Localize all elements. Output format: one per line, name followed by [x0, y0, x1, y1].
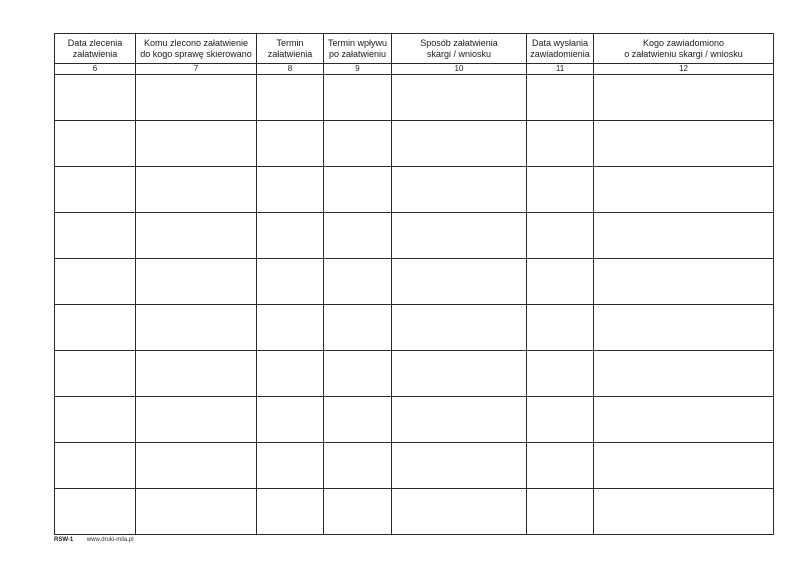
table-cell[interactable] [527, 305, 594, 351]
table-cell[interactable] [594, 397, 774, 443]
column-number: 10 [392, 64, 527, 75]
column-number-row [55, 64, 774, 75]
table-cell[interactable] [392, 213, 527, 259]
column-header-assigned-to: Komu zlecono załatwienie do kogo sprawę skierowano [136, 34, 257, 64]
table-cell[interactable] [55, 75, 136, 121]
table-cell[interactable] [257, 213, 324, 259]
column-header-resolution-method: Sposób załatwienia skargi / wniosku [392, 34, 527, 64]
table-cell[interactable] [392, 121, 527, 167]
table-cell[interactable] [257, 397, 324, 443]
table-cell[interactable] [257, 167, 324, 213]
table-cell[interactable] [594, 489, 774, 535]
column-header-notification-date: Data wysłania zawiadomienia [527, 34, 594, 64]
table-cell[interactable] [136, 259, 257, 305]
table-cell[interactable] [55, 489, 136, 535]
table-cell[interactable] [257, 489, 324, 535]
table-row [55, 167, 774, 213]
table-cell[interactable] [594, 121, 774, 167]
table-cell[interactable] [136, 121, 257, 167]
table-cell[interactable] [594, 351, 774, 397]
table-cell[interactable] [257, 75, 324, 121]
table-cell[interactable] [136, 75, 257, 121]
header-row [55, 34, 774, 64]
page-footer [54, 537, 134, 544]
table-cell[interactable] [136, 167, 257, 213]
table-cell[interactable] [594, 305, 774, 351]
table-cell[interactable] [392, 259, 527, 305]
column-header-date-ordered: Data zlecenia załatwienia [55, 34, 136, 64]
table-row [55, 75, 774, 121]
table-cell[interactable] [257, 305, 324, 351]
table-cell[interactable] [594, 75, 774, 121]
table-cell[interactable] [55, 351, 136, 397]
table-cell[interactable] [136, 305, 257, 351]
table-cell[interactable] [257, 443, 324, 489]
table-row [55, 397, 774, 443]
table-cell[interactable] [324, 397, 392, 443]
table-cell[interactable] [136, 213, 257, 259]
table-cell[interactable] [527, 213, 594, 259]
column-number: 12 [594, 64, 774, 75]
table-cell[interactable] [324, 213, 392, 259]
table-cell[interactable] [55, 167, 136, 213]
table-row [55, 259, 774, 305]
table-cell[interactable] [527, 259, 594, 305]
table-cell[interactable] [527, 489, 594, 535]
table-cell[interactable] [257, 121, 324, 167]
table-cell[interactable] [324, 351, 392, 397]
column-header-deadline: Termin załatwienia [257, 34, 324, 64]
table-cell[interactable] [324, 167, 392, 213]
column-number: 9 [324, 64, 392, 75]
table-cell[interactable] [55, 305, 136, 351]
table-cell[interactable] [324, 489, 392, 535]
table-cell[interactable] [324, 305, 392, 351]
column-header-notified-party: Kogo zawiadomiono o załatwieniu skargi / wniosku [594, 34, 774, 64]
table-cell[interactable] [324, 75, 392, 121]
table-row [55, 213, 774, 259]
table-row [55, 443, 774, 489]
table-cell[interactable] [392, 75, 527, 121]
column-number: 6 [55, 64, 136, 75]
table-cell[interactable] [136, 397, 257, 443]
table-cell[interactable] [594, 259, 774, 305]
table-cell[interactable] [136, 443, 257, 489]
table-cell[interactable] [527, 167, 594, 213]
table-cell[interactable] [527, 75, 594, 121]
table-cell[interactable] [392, 351, 527, 397]
table-cell[interactable] [55, 397, 136, 443]
table-cell[interactable] [527, 397, 594, 443]
table-cell[interactable] [136, 489, 257, 535]
form-code: RSW-1 [54, 537, 74, 543]
table-cell[interactable] [392, 397, 527, 443]
table-cell[interactable] [594, 213, 774, 259]
table-cell[interactable] [527, 443, 594, 489]
column-number: 11 [527, 64, 594, 75]
table-cell[interactable] [594, 443, 774, 489]
table-cell[interactable] [257, 259, 324, 305]
table-row [55, 351, 774, 397]
table-cell[interactable] [136, 351, 257, 397]
table-cell[interactable] [324, 121, 392, 167]
table-cell[interactable] [527, 121, 594, 167]
table-row [55, 121, 774, 167]
column-header-return-date: Termin wpływu po załatwieniu [324, 34, 392, 64]
column-number: 8 [257, 64, 324, 75]
table-cell[interactable] [257, 351, 324, 397]
table-cell[interactable] [527, 351, 594, 397]
register-table [54, 33, 774, 535]
table-cell[interactable] [324, 443, 392, 489]
register-body [55, 75, 774, 535]
table-cell[interactable] [55, 121, 136, 167]
website-link: www.druki-mila.pl [86, 537, 134, 543]
table-cell[interactable] [392, 167, 527, 213]
table-row [55, 489, 774, 535]
column-number: 7 [136, 64, 257, 75]
table-cell[interactable] [55, 213, 136, 259]
table-cell[interactable] [392, 305, 527, 351]
table-cell[interactable] [594, 167, 774, 213]
table-row [55, 305, 774, 351]
table-cell[interactable] [392, 443, 527, 489]
table-cell[interactable] [55, 259, 136, 305]
table-cell[interactable] [55, 443, 136, 489]
table-cell[interactable] [392, 489, 527, 535]
table-cell[interactable] [324, 259, 392, 305]
